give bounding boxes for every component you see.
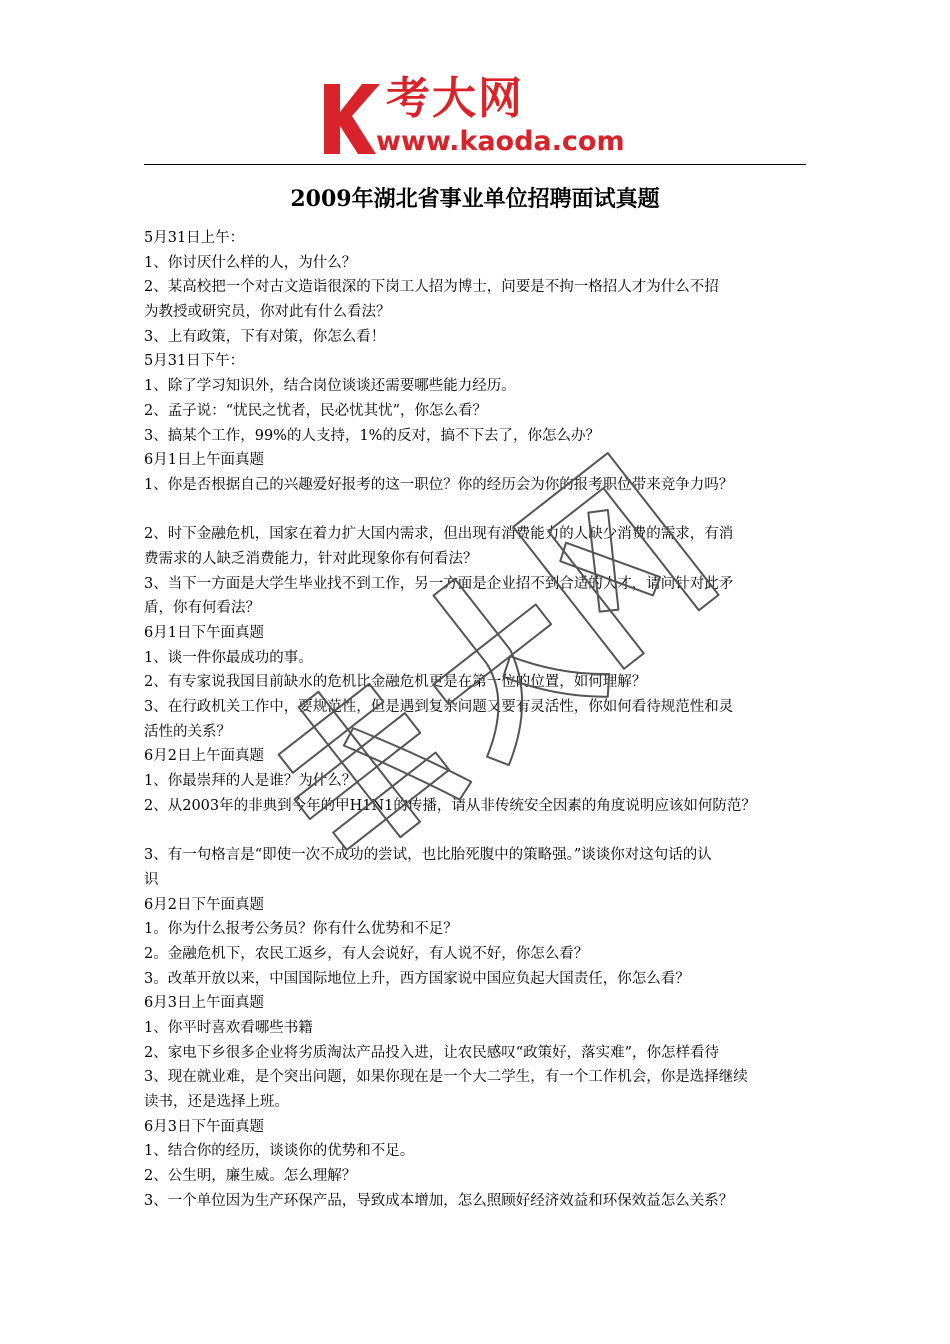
text-line: 为教授或研究员，你对此有什么看法？ bbox=[144, 304, 391, 321]
text-line: 1、你是否根据自己的兴趣爱好报考的这一职位？你的经历会为你的报考职位带来竞争力吗？ bbox=[144, 476, 734, 493]
text-line: 3。改革开放以来，中国国际地位上升，西方国家说中国应负起大国责任，你怎么看？ bbox=[144, 970, 690, 987]
text-line: 2、有专家说我国目前缺水的危机比金融危机更是在第一位的位置，如何理解？ bbox=[144, 674, 647, 691]
logo-url-text: www.kaoda.com bbox=[376, 126, 625, 157]
text-line: 5月31日上午： bbox=[144, 230, 245, 246]
text-line: 2、公生明，廉生威。怎么理解？ bbox=[144, 1168, 357, 1185]
text-line: 3、有一句格言是“即使一次不成功的尝试，也比胎死腹中的策略强。”谈谈你对这句话的认 bbox=[144, 847, 712, 864]
text-line: 费需求的人缺乏消费能力，针对此现象你有何看法？ bbox=[144, 550, 478, 567]
text-line: 1、结合你的经历，谈谈你的优势和不足。 bbox=[144, 1143, 415, 1160]
text-line: 3、搞某个工作，99%的人支持，1%的反对，搞不下去了，你怎么办？ bbox=[144, 427, 600, 444]
text-line: 2。金融危机下，农民工返乡，有人会说好，有人说不好，你怎么看？ bbox=[144, 945, 589, 962]
text-line bbox=[144, 498, 824, 523]
text-line: 识 bbox=[144, 871, 159, 888]
kaoda-logo[interactable] bbox=[318, 73, 648, 162]
text-line: 6月2日上午面真题 bbox=[144, 748, 264, 765]
logo-k-icon bbox=[318, 78, 382, 158]
text-line: 1、谈一件你最成功的事。 bbox=[144, 649, 313, 666]
page-header bbox=[0, 0, 950, 170]
text-line: 活性的关系？ bbox=[144, 723, 231, 740]
text-line: 2、家电下乡很多企业将劣质淘汰产品投入进，让农民感叹“政策好，落实难”，你怎样看待 bbox=[144, 1044, 720, 1061]
text-line: 读书，还是选择上班。 bbox=[144, 1094, 289, 1111]
text-line: 1。你为什么报考公务员？你有什么优势和不足？ bbox=[144, 921, 458, 938]
text-line: 3、当下一方面是大学生毕业找不到工作，另一方面是企业招不到合适的人才，请问针对此矛 bbox=[144, 575, 734, 592]
header-divider bbox=[144, 164, 806, 165]
text-line: 6月2日下午面真题 bbox=[144, 896, 264, 913]
text-line: 2、孟子说：“忧民之忧者，民必忧其忧”，你怎么看？ bbox=[144, 402, 488, 419]
text-line: 2、某高校把一个对古文造诣很深的下岗工人招为博士，问要是不拘一格招人才为什么不招 bbox=[144, 279, 719, 296]
document-title: 2009年湖北省事业单位招聘面试真题 bbox=[290, 186, 660, 212]
text-line: 盾，你有何看法？ bbox=[144, 600, 260, 617]
text-line: 6月3日下午面真题 bbox=[144, 1118, 264, 1135]
text-line: 1、你最崇拜的人是谁？为什么？ bbox=[144, 773, 357, 790]
text-line: 3、在行政机关工作中，要规范性，但是遇到复杂问题又要有灵活性，你如何看待规范性和灵 bbox=[144, 699, 734, 716]
text-line: 1、你讨厌什么样的人，为什么？ bbox=[144, 254, 357, 271]
text-line: 3、上有政策，下有对策，你怎么看！ bbox=[144, 328, 386, 345]
text-line: 5月31日下午： bbox=[144, 353, 245, 370]
text-line: 2、从2003年的非典到今年的甲H1N1的传播，请从非传统安全因素的角度说明应该如何防范？ bbox=[144, 797, 756, 814]
text-line: 2、时下金融危机，国家在着力扩大国内需求，但出现有消费能力的人缺少消费的需求，有消 bbox=[144, 526, 734, 543]
text-line: 6月1日下午面真题 bbox=[144, 625, 264, 641]
text-line: 1、你平时喜欢看哪些书籍 bbox=[144, 1020, 313, 1036]
text-line: 6月1日上午面真题 bbox=[144, 452, 264, 469]
text-line: 3、现在就业难，是个突出问题，如果你现在是一个大二学生，有一个工作机会，你是选择继续 bbox=[144, 1069, 748, 1086]
text-line: 3、一个单位因为生产环保产品，导致成本增加，怎么照顾好经济效益和环保效益怎么关系？ bbox=[144, 1192, 734, 1209]
text-line: 1、除了学习知识外，结合岗位谈谈还需要哪些能力经历。 bbox=[144, 378, 516, 395]
logo-brand-text: 考大网 bbox=[386, 73, 524, 124]
text-line: 6月3日上午面真题 bbox=[144, 995, 264, 1012]
text-line bbox=[144, 819, 824, 844]
document-body bbox=[144, 226, 824, 1214]
